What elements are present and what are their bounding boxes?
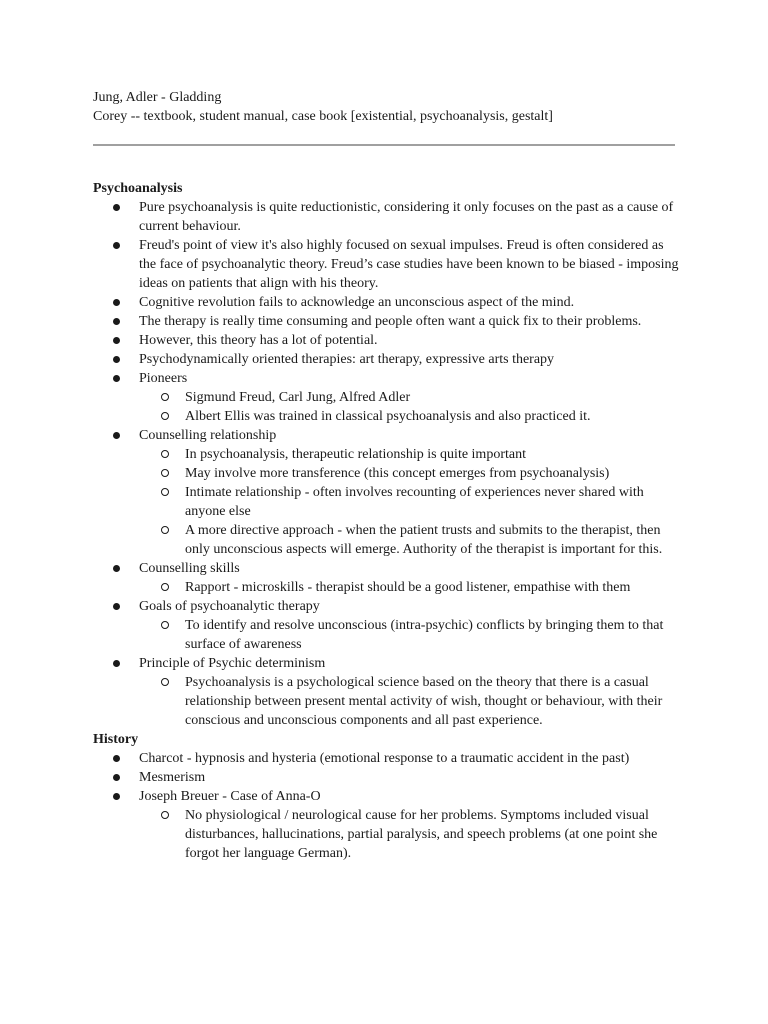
section-heading: Psychoanalysis [93,181,183,196]
list-item [93,559,683,597]
list-item-text: The therapy is really time consuming and people often want a quick fix to their problems. [139,314,642,329]
list-item [93,654,683,730]
sub-list-item-text: To identify and resolve unconscious (intra-psychic) conflicts by bringing them to that surface of awareness [185,618,664,652]
list-item-text: Psychodynamically oriented therapies: art therapy, expressive arts therapy [139,352,555,367]
hollow-bullet-icon [161,526,169,534]
filled-bullet-icon [113,565,120,572]
hollow-bullet-icon [161,488,169,496]
header-line-2: Corey -- textbook, student manual, case book [existential, psychoanalysis, gestalt] [93,109,553,124]
list-item-text: Pure psychoanalysis is quite reductionistic, considering it only focuses on the past as a cause of current behaviour. [139,200,674,234]
filled-bullet-icon [113,299,120,306]
list-item-text: Joseph Breuer - Case of Anna-O [139,789,321,804]
sub-list-item [139,521,683,559]
section-heading: History [93,732,139,747]
list-item-text: Principle of Psychic determinism [139,656,326,671]
filled-bullet-icon [113,774,120,781]
sub-list-item-text: Rapport - microskills - therapist should be a good listener, empathise with them [185,580,631,595]
list-item-text: Cognitive revolution fails to acknowledge an unconscious aspect of the mind. [139,295,575,310]
document-header [93,88,693,126]
sub-bullet-list [139,388,683,426]
sub-bullet-list [139,806,683,863]
filled-bullet-icon [113,204,120,211]
hollow-bullet-icon [161,450,169,458]
list-item-text: Pioneers [139,371,188,386]
sub-list-item [139,445,683,464]
document-body [93,179,683,863]
sub-list-item [139,616,683,654]
list-item [93,198,683,236]
list-item [93,768,683,787]
hollow-bullet-icon [161,678,169,686]
hollow-bullet-icon [161,412,169,420]
sub-list-item-text: In psychoanalysis, therapeutic relationship is quite important [185,447,526,462]
filled-bullet-icon [113,337,120,344]
list-item [93,293,683,312]
sub-list-item [139,806,683,863]
filled-bullet-icon [113,660,120,667]
filled-bullet-icon [113,242,120,249]
sub-list-item-text: Sigmund Freud, Carl Jung, Alfred Adler [185,390,411,405]
sub-list-item [139,578,683,597]
list-item [93,426,683,559]
hollow-bullet-icon [161,621,169,629]
sub-list-item-text: A more directive approach - when the patient trusts and submits to the therapist, then only unconscious aspects will emerge. Authority of the therapist is important for this. [185,523,663,557]
filled-bullet-icon [113,356,120,363]
sub-list-item-text: May involve more transference (this concept emerges from psychoanalysis) [185,466,610,481]
sub-list-item [139,673,683,730]
sub-bullet-list [139,445,683,559]
hollow-bullet-icon [161,393,169,401]
sub-bullet-list [139,673,683,730]
sub-list-item-text: Intimate relationship - often involves recounting of experiences never shared with anyone else [185,485,644,519]
bullet-list [93,749,683,863]
header-line-1: Jung, Adler - Gladding [93,90,222,105]
list-item-text: Mesmerism [139,770,206,785]
hollow-bullet-icon [161,811,169,819]
sub-list-item [139,388,683,407]
list-item-text: Charcot - hypnosis and hysteria (emotional response to a traumatic accident in the past) [139,751,630,766]
filled-bullet-icon [113,603,120,610]
sub-list-item-text: Albert Ellis was trained in classical psychoanalysis and also practiced it. [185,409,591,424]
filled-bullet-icon [113,318,120,325]
list-item-text: However, this theory has a lot of potential. [139,333,378,348]
sub-list-item-text: Psychoanalysis is a psychological science based on the theory that there is a casual relationship between present mental activity of wish, thought or behaviour, with their conscious and unconscious components and all past experience. [185,675,663,728]
hollow-bullet-icon [161,583,169,591]
list-item [93,312,683,331]
filled-bullet-icon [113,755,120,762]
sub-list-item [139,464,683,483]
horizontal-rule [93,144,675,146]
sub-list-item-text: No physiological / neurological cause for her problems. Symptoms included visual disturbances, hallucinations, partial paralysis, and speech problems (at one point she forgot her language German). [185,808,658,861]
filled-bullet-icon [113,375,120,382]
filled-bullet-icon [113,793,120,800]
list-item-text: Freud's point of view it's also highly focused on sexual impulses. Freud is often considered as the face of psychoanalytic theory. Freud’s case studies have been known to be biased - imposing ideas on patients that align with his theory. [139,238,679,291]
hollow-bullet-icon [161,469,169,477]
sub-list-item [139,483,683,521]
filled-bullet-icon [113,432,120,439]
list-item [93,236,683,293]
list-item-text: Counselling relationship [139,428,277,443]
list-item [93,331,683,350]
list-item [93,749,683,768]
list-item [93,369,683,426]
list-item-text: Counselling skills [139,561,240,576]
list-item [93,597,683,654]
list-item [93,350,683,369]
list-item-text: Goals of psychoanalytic therapy [139,599,320,614]
sub-list-item [139,407,683,426]
list-item [93,787,683,863]
sub-bullet-list [139,616,683,654]
sub-bullet-list [139,578,683,597]
bullet-list [93,198,683,730]
